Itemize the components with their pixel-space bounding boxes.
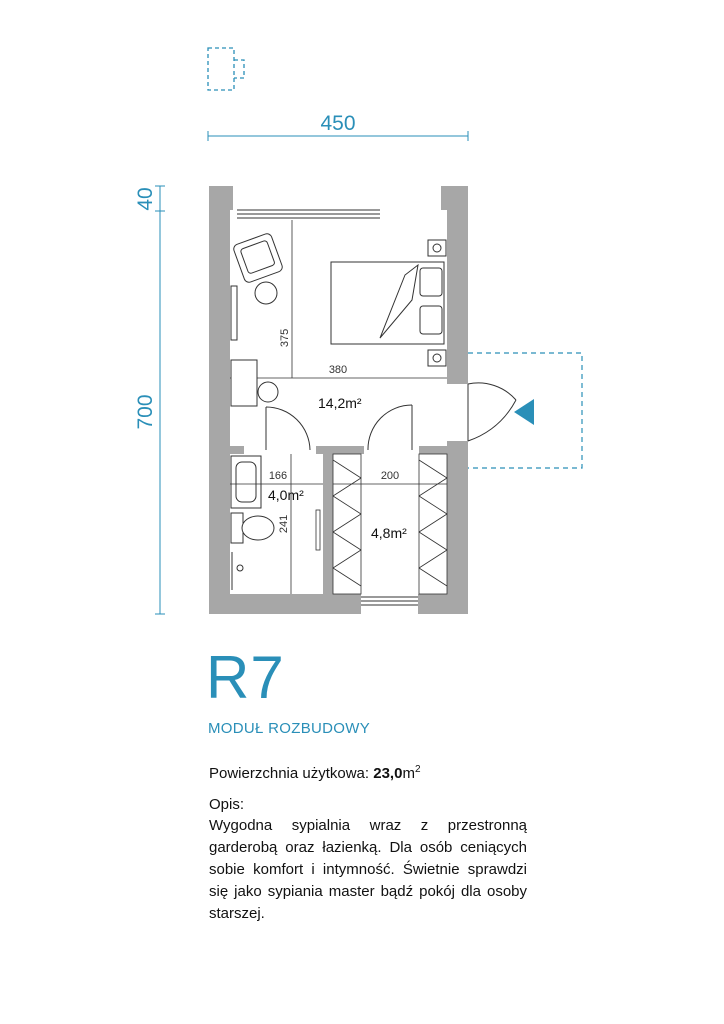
bathroom-door xyxy=(266,407,310,450)
usable-area-label: Powierzchnia użytkowa: xyxy=(209,765,370,782)
bath-depth-label: 241 xyxy=(278,514,290,534)
bed-icon xyxy=(331,262,444,344)
width-dimension-label: 450 xyxy=(320,112,356,135)
description-label: Opis: xyxy=(209,796,245,813)
usable-area-unit-sup: 2 xyxy=(414,764,421,775)
module-code: R7 xyxy=(206,644,285,711)
sink-icon xyxy=(231,456,261,508)
bottom-window xyxy=(361,597,418,605)
bedroom-depth-label: 375 xyxy=(279,328,291,348)
shower-icon xyxy=(232,552,243,590)
bath-shelf-icon xyxy=(316,510,320,550)
wardrobe-left-icon xyxy=(333,454,361,594)
height-dimension-label: 700 xyxy=(134,394,157,430)
top-window xyxy=(237,210,380,218)
bedroom-area: 14,2m² xyxy=(318,395,362,411)
vanity-icon xyxy=(231,360,278,406)
wardrobe-door xyxy=(368,405,412,450)
wardrobe-area: 4,8m² xyxy=(371,525,407,541)
usable-area xyxy=(209,765,421,782)
bedroom-width-label: 380 xyxy=(328,364,348,376)
usable-area-unit: m xyxy=(402,765,415,782)
module-key-icon xyxy=(208,48,244,90)
wardrobe-width-label: 200 xyxy=(380,470,400,482)
usable-area-value: 23,0 xyxy=(373,765,403,782)
bath-width-label: 166 xyxy=(268,470,288,482)
bathroom-area: 4,0m² xyxy=(268,487,304,503)
entry-arrow-icon xyxy=(514,399,534,425)
wardrobe-right-icon xyxy=(419,454,447,594)
side-table-icon xyxy=(255,282,277,304)
armchair-icon xyxy=(232,232,283,283)
description-text: Wygodna sypialnia wraz z przestronną garderobą oraz łazienką. Dla osób ceniących sobie komfort i intymność. Świetnie sprawdzi się jako sypiania master bądź pokój dla osoby starszej. xyxy=(209,817,527,922)
module-subtitle: MODUŁ ROZBUDOWY xyxy=(208,720,370,737)
toilet-icon xyxy=(231,513,274,543)
entry-door xyxy=(468,383,516,441)
top-depth-label: 40 xyxy=(134,187,157,211)
desk-icon xyxy=(231,286,237,340)
